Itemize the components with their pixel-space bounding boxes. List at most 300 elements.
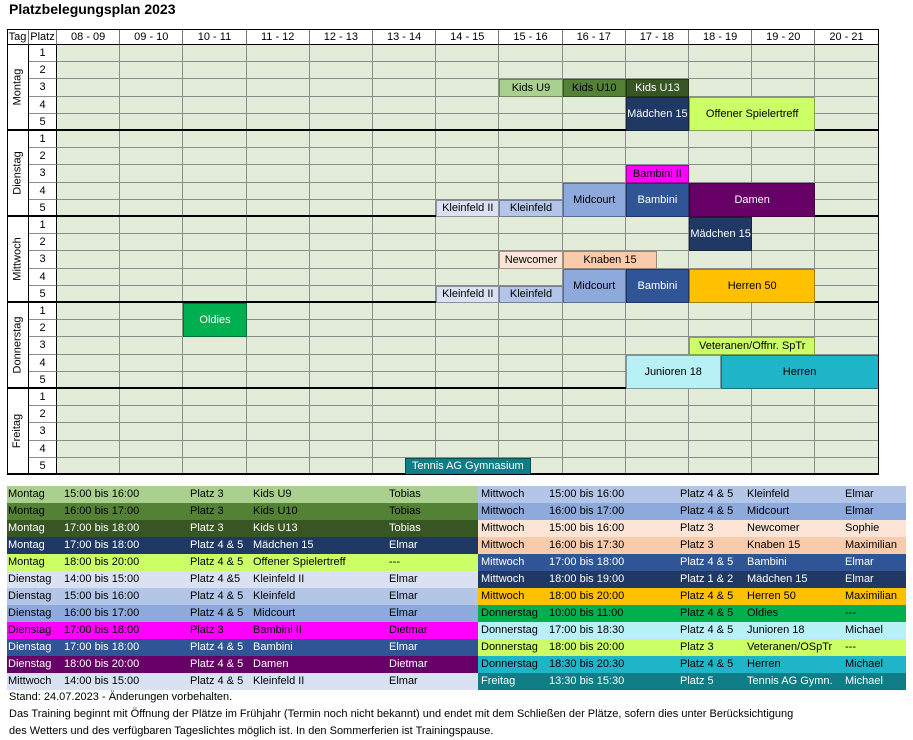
- grid-cell: [373, 251, 436, 268]
- grid-cell: [57, 251, 120, 268]
- grid-cell: [752, 131, 815, 148]
- booking-label: Bambini: [637, 279, 678, 292]
- list-day: Freitag: [481, 675, 516, 687]
- list-group: Kleinfeld: [747, 488, 790, 500]
- grid-cell: [120, 45, 183, 62]
- court-number: 1: [29, 389, 57, 406]
- grid-cell: [57, 165, 120, 182]
- grid-cell: [815, 389, 878, 406]
- grid-cell: [689, 62, 752, 79]
- list-time: 15:00 bis 16:00: [549, 488, 625, 500]
- grid-cell: [499, 217, 562, 234]
- booking-block[interactable]: [689, 183, 815, 217]
- list-time: 17:00 bis 18:00: [64, 624, 140, 636]
- footer-stand: Stand: 24.07.2023 - Änderungen vorbehalten.: [9, 691, 233, 703]
- grid-cell: [815, 303, 878, 320]
- hour-header: 10 - 11: [183, 29, 246, 45]
- grid-cell: [436, 269, 499, 286]
- booking-label: Kleinfeld II: [442, 288, 494, 301]
- booking-block[interactable]: [626, 79, 689, 96]
- list-group: Tennis AG Gymn.: [747, 675, 833, 687]
- grid-cell: [183, 165, 246, 182]
- booking-label: Junioren 18: [644, 365, 702, 378]
- hour-header: 13 - 14: [373, 29, 436, 45]
- grid-cell: [183, 355, 246, 372]
- list-group: Junioren 18: [747, 624, 805, 636]
- court-number: 5: [29, 458, 57, 475]
- booking-block[interactable]: [563, 251, 658, 268]
- grid-cell: [689, 303, 752, 320]
- grid-cell: [247, 183, 310, 200]
- grid-cell: [310, 62, 373, 79]
- list-trainer: ---: [845, 607, 856, 619]
- grid-cell: [183, 148, 246, 165]
- booking-label: Kids U10: [571, 81, 617, 94]
- grid-cell: [57, 234, 120, 251]
- day-label-text: Mittwoch: [11, 237, 24, 281]
- list-time: 16:00 bis 17:30: [549, 539, 625, 551]
- list-time: 15:00 bis 16:00: [549, 522, 625, 534]
- grid-cell: [563, 406, 626, 423]
- hour-header: 16 - 17: [563, 29, 626, 45]
- grid-cell: [183, 131, 246, 148]
- list-row: [7, 486, 478, 503]
- list-trainer: Michael: [845, 658, 883, 670]
- grid-cell: [247, 165, 310, 182]
- booking-label: Kleinfeld II: [442, 202, 494, 215]
- hour-header: 18 - 19: [689, 29, 752, 45]
- grid-cell: [57, 148, 120, 165]
- list-time: 18:00 bis 20:00: [64, 658, 140, 670]
- list-court: Platz 4 & 5: [190, 607, 244, 619]
- booking-label: Knaben 15: [583, 253, 637, 266]
- list-row: [7, 605, 478, 622]
- court-number: 1: [29, 45, 57, 62]
- list-group: Kleinfeld: [253, 590, 296, 602]
- grid-cell: [183, 441, 246, 458]
- grid-cell: [247, 45, 310, 62]
- grid-cell: [373, 79, 436, 96]
- grid-cell: [436, 79, 499, 96]
- grid-cell: [373, 441, 436, 458]
- list-day: Montag: [8, 522, 45, 534]
- list-day: Mittwoch: [481, 573, 525, 585]
- list-trainer: Elmar: [845, 556, 874, 568]
- booking-block[interactable]: [183, 303, 246, 337]
- grid-cell: [310, 45, 373, 62]
- grid-cell: [57, 423, 120, 440]
- list-group: Offener Spielertreff: [253, 556, 346, 568]
- grid-cell: [247, 97, 310, 114]
- grid-cell: [752, 406, 815, 423]
- grid-cell: [310, 337, 373, 354]
- list-court: Platz 4 & 5: [190, 658, 244, 670]
- day-label: [7, 303, 29, 389]
- grid-cell: [373, 355, 436, 372]
- list-time: 18:30 bis 20:30: [549, 658, 625, 670]
- booking-label: Midcourt: [573, 193, 616, 206]
- grid-cell: [247, 320, 310, 337]
- booking-block[interactable]: [499, 251, 562, 268]
- list-time: 13:30 bis 15:30: [549, 675, 625, 687]
- list-group: Midcourt: [747, 505, 790, 517]
- court-number: 3: [29, 337, 57, 354]
- list-trainer: Dietmar: [389, 624, 428, 636]
- grid-cell: [310, 251, 373, 268]
- list-trainer: Elmar: [389, 573, 418, 585]
- grid-cell: [436, 165, 499, 182]
- grid-cell: [499, 355, 562, 372]
- list-group: Mädchen 15: [747, 573, 808, 585]
- list-row: [7, 571, 478, 588]
- list-day: Montag: [8, 505, 45, 517]
- booking-label: Kids U13: [635, 81, 680, 94]
- grid-cell: [57, 389, 120, 406]
- grid-cell: [499, 303, 562, 320]
- grid-cell: [120, 337, 183, 354]
- booking-label: Herren 50: [727, 279, 777, 292]
- grid-cell: [689, 148, 752, 165]
- list-trainer: Elmar: [389, 539, 418, 551]
- grid-cell: [436, 251, 499, 268]
- list-day: Dienstag: [8, 607, 52, 619]
- grid-cell: [563, 217, 626, 234]
- grid-cell: [120, 406, 183, 423]
- grid-cell: [499, 148, 562, 165]
- grid-cell: [436, 303, 499, 320]
- court-number: 5: [29, 372, 57, 389]
- grid-cell: [57, 62, 120, 79]
- grid-cell: [183, 251, 246, 268]
- list-day: Donnerstag: [481, 624, 538, 636]
- grid-cell: [57, 337, 120, 354]
- grid-cell: [247, 217, 310, 234]
- booking-label: Tennis AG Gymnasium: [411, 460, 524, 473]
- list-time: 14:00 bis 15:00: [64, 573, 140, 585]
- grid-cell: [815, 269, 878, 286]
- grid-cell: [120, 269, 183, 286]
- grid-cell: [563, 355, 626, 372]
- booking-block[interactable]: [563, 183, 626, 217]
- grid-cell: [499, 423, 562, 440]
- grid-cell: [436, 97, 499, 114]
- grid-cell: [373, 389, 436, 406]
- hour-header: 17 - 18: [626, 29, 689, 45]
- list-court: Platz 4 & 5: [190, 539, 244, 551]
- list-court: Platz 3: [680, 539, 714, 551]
- court-number: 5: [29, 286, 57, 303]
- court-number: 3: [29, 423, 57, 440]
- list-group: Kleinfeld II: [253, 675, 305, 687]
- grid-cell: [373, 45, 436, 62]
- booking-label: Kleinfeld: [509, 288, 553, 301]
- grid-cell: [373, 165, 436, 182]
- footer-note-line2: des Wetters und des verfügbaren Tageslichtes möglich ist. In den Sommerferien ist Trainingspause.: [9, 725, 494, 737]
- list-court: Platz 4 & 5: [680, 624, 734, 636]
- list-time: 16:00 bis 17:00: [549, 505, 625, 517]
- booking-block[interactable]: [499, 286, 562, 303]
- grid-cell: [247, 355, 310, 372]
- grid-cell: [310, 97, 373, 114]
- grid-cell: [752, 62, 815, 79]
- grid-cell: [120, 389, 183, 406]
- grid-cell: [626, 303, 689, 320]
- grid-cell: [183, 389, 246, 406]
- grid-cell: [310, 423, 373, 440]
- list-trainer: Tobias: [389, 522, 421, 534]
- grid-cell: [815, 406, 878, 423]
- list-day: Donnerstag: [481, 658, 538, 670]
- grid-cell: [183, 217, 246, 234]
- grid-cell: [499, 441, 562, 458]
- booking-block[interactable]: [721, 355, 879, 389]
- grid-cell: [247, 423, 310, 440]
- list-day: Mittwoch: [8, 675, 52, 687]
- list-court: Platz 4 & 5: [190, 641, 244, 653]
- grid-cell: [436, 389, 499, 406]
- grid-cell: [373, 234, 436, 251]
- list-time: 18:00 bis 20:00: [549, 590, 625, 602]
- booking-label: Mädchen 15: [690, 228, 751, 241]
- grid-cell: [310, 234, 373, 251]
- court-number: 4: [29, 97, 57, 114]
- list-court: Platz 4 &5: [190, 573, 241, 585]
- grid-cell: [815, 320, 878, 337]
- booking-block[interactable]: [689, 269, 815, 303]
- grid-cell: [626, 45, 689, 62]
- grid-cell: [689, 423, 752, 440]
- booking-block[interactable]: [626, 97, 689, 131]
- list-row: [478, 571, 906, 588]
- grid-cell: [499, 62, 562, 79]
- grid-cell: [120, 355, 183, 372]
- court-number: 1: [29, 131, 57, 148]
- booking-label: Kids U9: [511, 81, 551, 94]
- day-label-text: Donnerstag: [11, 316, 24, 374]
- grid-cell: [436, 62, 499, 79]
- grid-cell: [752, 251, 815, 268]
- list-row: [7, 588, 478, 605]
- grid-cell: [689, 165, 752, 182]
- list-time: 16:00 bis 17:00: [64, 505, 140, 517]
- list-time: 15:00 bis 16:00: [64, 590, 140, 602]
- list-day: Dienstag: [8, 573, 52, 585]
- grid-cell: [815, 337, 878, 354]
- grid-cell: [183, 45, 246, 62]
- grid-cell: [499, 320, 562, 337]
- grid-cell: [815, 45, 878, 62]
- list-court: Platz 4 & 5: [680, 590, 734, 602]
- list-row: [7, 673, 478, 690]
- grid-cell: [563, 303, 626, 320]
- booking-label: Damen: [734, 193, 770, 206]
- booking-block[interactable]: [626, 183, 689, 217]
- list-day: Donnerstag: [481, 641, 538, 653]
- booking-block[interactable]: [563, 79, 626, 96]
- grid-cell: [310, 165, 373, 182]
- grid-cell: [436, 423, 499, 440]
- grid-cell: [815, 165, 878, 182]
- grid-cell: [563, 389, 626, 406]
- list-group: Veteranen/OSpTr: [747, 641, 833, 653]
- list-day: Mittwoch: [481, 505, 525, 517]
- grid-cell: [436, 355, 499, 372]
- booking-block[interactable]: [626, 269, 689, 303]
- grid-cell: [247, 148, 310, 165]
- list-trainer: Dietmar: [389, 658, 428, 670]
- grid-cell: [752, 165, 815, 182]
- booking-block[interactable]: [626, 355, 721, 389]
- grid-cell: [815, 131, 878, 148]
- list-trainer: Michael: [845, 624, 883, 636]
- grid-cell: [310, 217, 373, 234]
- grid-cell: [247, 62, 310, 79]
- grid-cell: [499, 234, 562, 251]
- grid-cell: [815, 251, 878, 268]
- grid-cell: [436, 441, 499, 458]
- grid-cell: [563, 148, 626, 165]
- grid-cell: [563, 320, 626, 337]
- booking-block[interactable]: [689, 337, 815, 354]
- court-number: 2: [29, 234, 57, 251]
- list-row: [478, 503, 906, 520]
- booking-block[interactable]: [499, 79, 562, 96]
- court-number: 3: [29, 165, 57, 182]
- grid-cell: [499, 269, 562, 286]
- grid-cell: [752, 148, 815, 165]
- grid-cell: [57, 183, 120, 200]
- grid-cell: [752, 79, 815, 96]
- grid-cell: [373, 217, 436, 234]
- list-row: [7, 537, 478, 554]
- grid-cell: [626, 217, 689, 234]
- grid-cell: [499, 131, 562, 148]
- grid-cell: [120, 131, 183, 148]
- list-day: Dienstag: [8, 658, 52, 670]
- grid-cell: [183, 234, 246, 251]
- list-day: Montag: [8, 488, 45, 500]
- booking-label: Offener Spielertreff: [705, 107, 799, 120]
- list-day: Mittwoch: [481, 539, 525, 551]
- booking-block[interactable]: [689, 217, 752, 251]
- list-group: Midcourt: [253, 607, 296, 619]
- list-trainer: Michael: [845, 675, 883, 687]
- grid-cell: [120, 234, 183, 251]
- grid-cell: [499, 406, 562, 423]
- list-row: [478, 588, 906, 605]
- list-trainer: Elmar: [845, 573, 874, 585]
- day-label: [7, 217, 29, 303]
- grid-cell: [436, 406, 499, 423]
- list-day: Mittwoch: [481, 590, 525, 602]
- list-trainer: Tobias: [389, 488, 421, 500]
- grid-cell: [183, 406, 246, 423]
- hour-header: 11 - 12: [247, 29, 310, 45]
- list-group: Newcomer: [747, 522, 800, 534]
- list-group: Kleinfeld II: [253, 573, 305, 585]
- grid-cell: [247, 337, 310, 354]
- day-label: [7, 389, 29, 475]
- list-court: Platz 3: [680, 641, 714, 653]
- list-day: Dienstag: [8, 641, 52, 653]
- list-row: [478, 656, 906, 673]
- list-day: Montag: [8, 539, 45, 551]
- list-day: Dienstag: [8, 624, 52, 636]
- list-court: Platz 4 & 5: [190, 556, 244, 568]
- court-number: 5: [29, 200, 57, 217]
- grid-cell: [310, 355, 373, 372]
- grid-cell: [247, 389, 310, 406]
- grid-cell: [373, 269, 436, 286]
- grid-cell: [310, 79, 373, 96]
- list-time: 18:00 bis 20:00: [64, 556, 140, 568]
- grid-cell: [436, 148, 499, 165]
- grid-cell: [752, 441, 815, 458]
- list-court: Platz 5: [680, 675, 714, 687]
- list-time: 10:00 bis 11:00: [549, 607, 624, 619]
- grid-cell: [689, 441, 752, 458]
- grid-cell: [626, 441, 689, 458]
- list-trainer: Elmar: [389, 675, 418, 687]
- grid-cell: [120, 148, 183, 165]
- grid-cell: [57, 355, 120, 372]
- booking-block[interactable]: [499, 200, 562, 217]
- booking-block[interactable]: [689, 97, 815, 131]
- page-title: Platzbelegungsplan 2023: [9, 1, 176, 17]
- header-platz: Platz: [29, 29, 57, 45]
- grid-cell: [120, 423, 183, 440]
- list-court: Platz 4 & 5: [190, 675, 244, 687]
- grid-cell: [499, 183, 562, 200]
- grid-cell: [815, 62, 878, 79]
- list-trainer: Tobias: [389, 505, 421, 517]
- list-court: Platz 3: [190, 505, 224, 517]
- list-court: Platz 3: [190, 488, 224, 500]
- booking-block[interactable]: [436, 286, 499, 303]
- grid-cell: [689, 45, 752, 62]
- booking-block[interactable]: [436, 200, 499, 217]
- booking-label: Bambini: [637, 193, 678, 206]
- list-day: Mittwoch: [481, 522, 525, 534]
- list-row: [478, 486, 906, 503]
- grid-cell: [563, 97, 626, 114]
- grid-cell: [247, 269, 310, 286]
- grid-cell: [373, 406, 436, 423]
- court-number: 5: [29, 114, 57, 131]
- court-number: 4: [29, 355, 57, 372]
- booking-block[interactable]: [405, 458, 531, 475]
- booking-label: Kleinfeld: [509, 202, 553, 215]
- grid-cell: [57, 320, 120, 337]
- list-court: Platz 4 & 5: [190, 590, 244, 602]
- list-group: Damen: [253, 658, 289, 670]
- grid-cell: [247, 303, 310, 320]
- grid-cell: [183, 269, 246, 286]
- grid-cell: [626, 148, 689, 165]
- court-number: 3: [29, 79, 57, 96]
- grid-cell: [57, 97, 120, 114]
- grid-cell: [57, 303, 120, 320]
- hour-header: 12 - 13: [310, 29, 373, 45]
- booking-block[interactable]: [563, 269, 626, 303]
- list-court: Platz 4 & 5: [680, 607, 734, 619]
- grid-cell: [247, 251, 310, 268]
- list-trainer: ---: [845, 641, 856, 653]
- hour-header: 19 - 20: [752, 29, 815, 45]
- grid-cell: [373, 148, 436, 165]
- booking-block[interactable]: [626, 165, 689, 182]
- list-row: [7, 656, 478, 673]
